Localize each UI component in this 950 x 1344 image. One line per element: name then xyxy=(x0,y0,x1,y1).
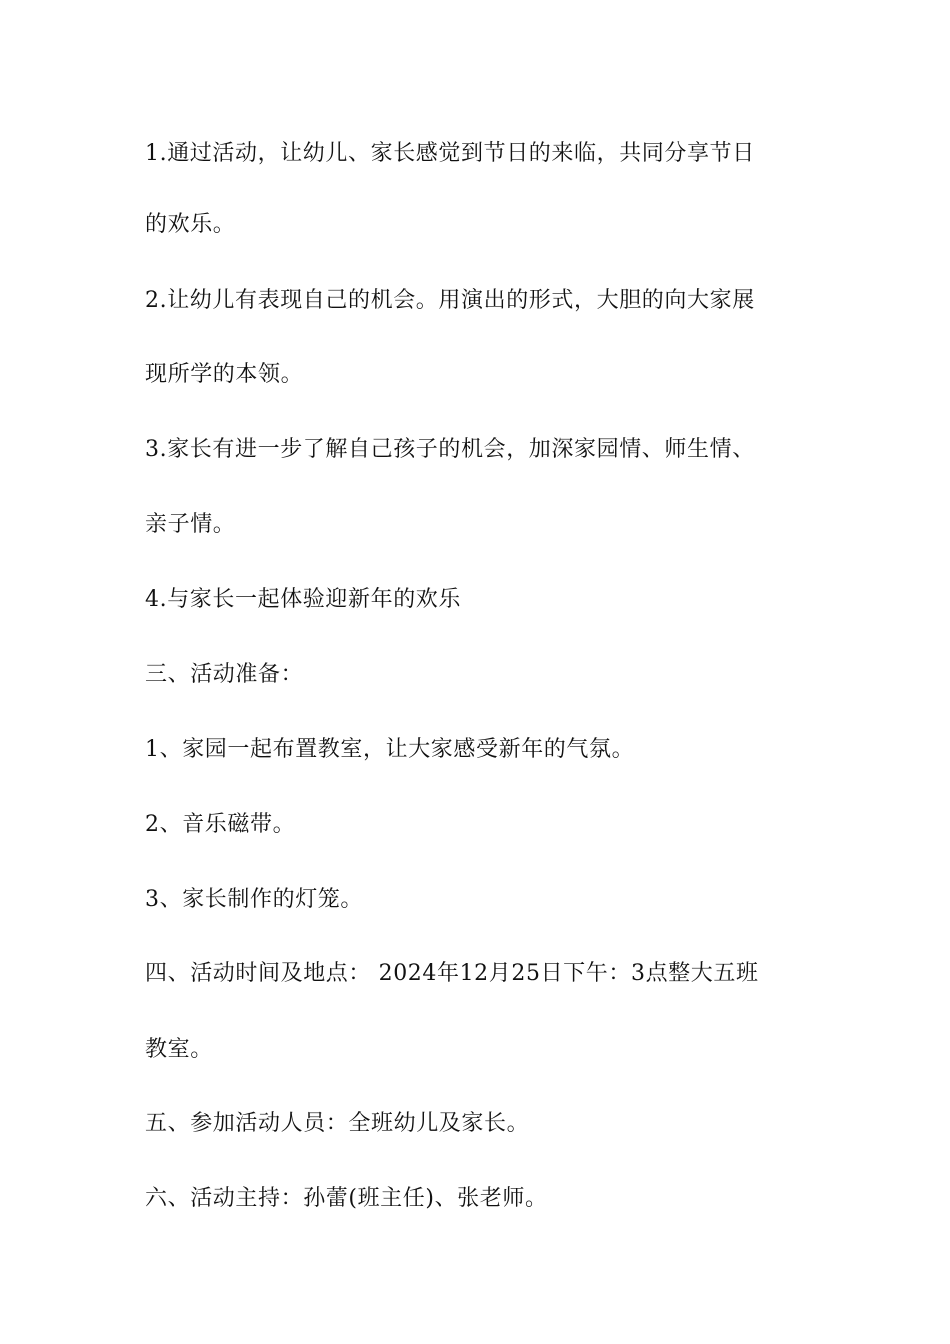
text-line-7: 4.与家长一起体验迎新年的欢乐 xyxy=(145,587,461,612)
text-line-13: 教室。 xyxy=(145,1037,213,1062)
text-line-1: 1.通过活动，让幼儿、家长感觉到节日的来临，共同分享节日 xyxy=(145,141,755,166)
text-line-2: 的欢乐。 xyxy=(145,212,236,237)
section-heading-host: 六、活动主持：孙蕾(班主任)、张老师。 xyxy=(145,1186,548,1211)
text-line-4: 现所学的本领。 xyxy=(145,362,304,387)
text-line-10: 2、音乐磁带。 xyxy=(145,812,296,837)
section-heading-time-location: 四、活动时间及地点： 2024年12月25日下午：3点整大五班 xyxy=(145,961,759,986)
text-line-11: 3、家长制作的灯笼。 xyxy=(145,887,363,912)
section-heading-participants: 五、参加活动人员：全班幼儿及家长。 xyxy=(145,1111,530,1136)
text-line-6: 亲子情。 xyxy=(145,512,236,537)
text-line-5: 3.家长有进一步了解自己孩子的机会，加深家园情、师生情、 xyxy=(145,437,755,462)
text-line-9: 1、家园一起布置教室，让大家感受新年的气氛。 xyxy=(145,737,635,762)
section-heading-preparation: 三、活动准备： xyxy=(145,662,304,687)
text-line-3: 2.让幼儿有表现自己的机会。用演出的形式，大胆的向大家展 xyxy=(145,288,755,313)
